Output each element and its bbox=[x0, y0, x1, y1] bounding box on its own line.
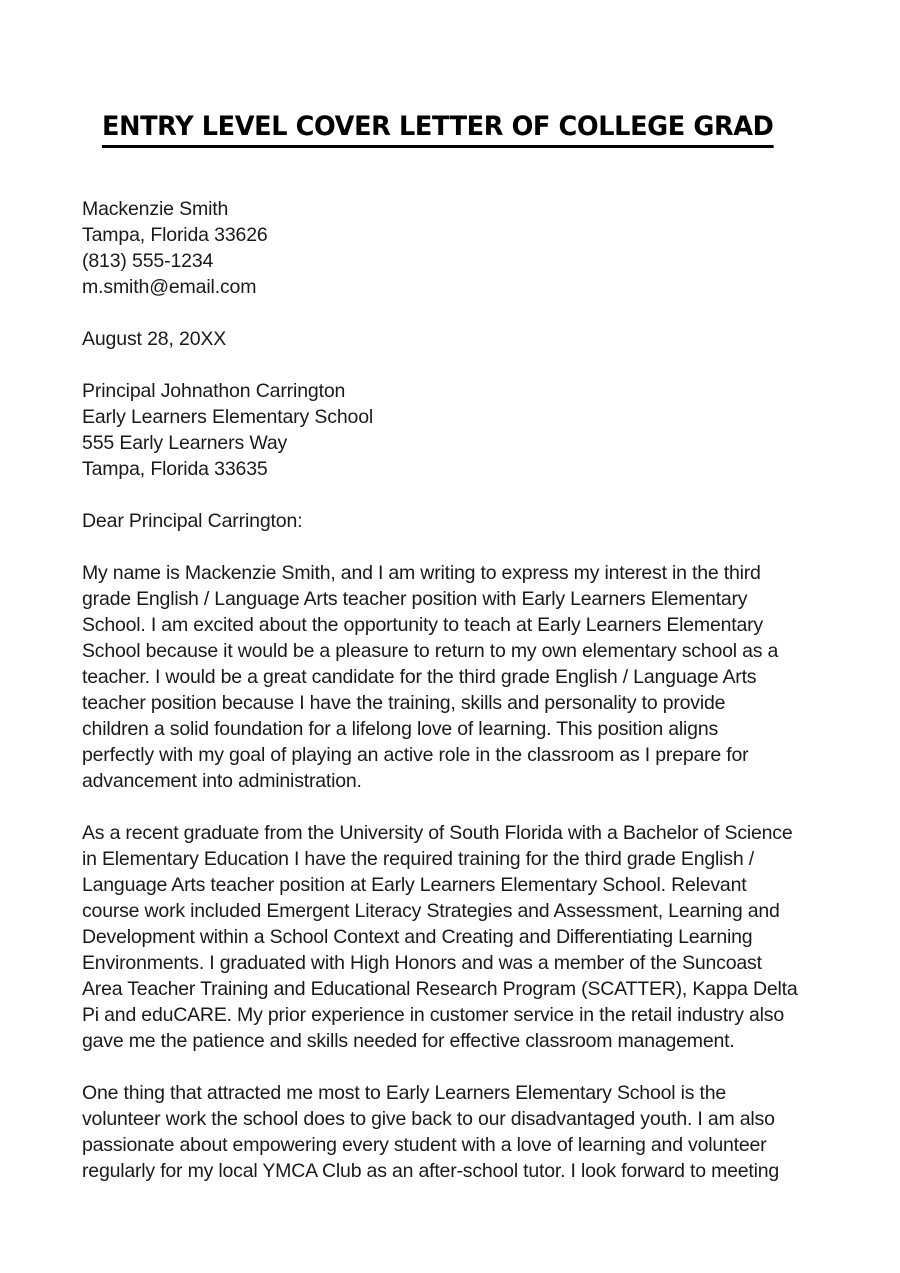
paragraph-line: Language Arts teacher position at Early Learners Elementary School. Relevant bbox=[82, 873, 747, 896]
paragraph-line: advancement into administration. bbox=[82, 769, 362, 792]
sender-name: Mackenzie Smith bbox=[82, 197, 229, 220]
paragraph-line: As a recent graduate from the University of South Florida with a Bachelor of Science bbox=[82, 821, 793, 844]
paragraph-line: grade English / Language Arts teacher position with Early Learners Elementary bbox=[82, 587, 748, 610]
paragraph-line: passionate about empowering every student with a love of learning and volunteer bbox=[82, 1133, 767, 1156]
recipient-name: Principal Johnathon Carrington bbox=[82, 379, 346, 402]
paragraph-line: gave me the patience and skills needed for effective classroom management. bbox=[82, 1029, 735, 1052]
paragraph-line: in Elementary Education I have the required training for the third grade English / bbox=[82, 847, 754, 870]
sender-email: m.smith@email.com bbox=[82, 275, 257, 298]
paragraph-line: School. I am excited about the opportunity to teach at Early Learners Elementary bbox=[82, 613, 763, 636]
salutation-block bbox=[82, 508, 818, 534]
page-title: ENTRY LEVEL COVER LETTER OF COLLEGE GRAD bbox=[102, 113, 774, 148]
paragraph-line: volunteer work the school does to give back to our disadvantaged youth. I am also bbox=[82, 1107, 775, 1130]
recipient-organization: Early Learners Elementary School bbox=[82, 405, 374, 428]
body-paragraph-2 bbox=[82, 820, 818, 1054]
paragraph-line: Area Teacher Training and Educational Research Program (SCATTER), Kappa Delta bbox=[82, 977, 798, 1000]
sender-phone: (813) 555-1234 bbox=[82, 249, 214, 272]
sender-city-state-zip: Tampa, Florida 33626 bbox=[82, 223, 268, 246]
body-paragraph-3 bbox=[82, 1080, 818, 1184]
paragraph-line: Development within a School Context and Creating and Differentiating Learning bbox=[82, 925, 753, 948]
paragraph-line: Environments. I graduated with High Honors and was a member of the Suncoast bbox=[82, 951, 762, 974]
paragraph-line: teacher. I would be a great candidate for the third grade English / Language Arts bbox=[82, 665, 757, 688]
paragraph-line: regularly for my local YMCA Club as an after-school tutor. I look forward to meeting bbox=[82, 1159, 780, 1182]
paragraph-line: School because it would be a pleasure to return to my own elementary school as a bbox=[82, 639, 779, 662]
paragraph-line: My name is Mackenzie Smith, and I am writing to express my interest in the third bbox=[82, 561, 761, 584]
paragraph-line: teacher position because I have the training, skills and personality to provide bbox=[82, 691, 726, 714]
body-paragraph-1 bbox=[82, 560, 818, 794]
date-block bbox=[82, 326, 818, 352]
recipient-address-block bbox=[82, 378, 818, 482]
paragraph-line: perfectly with my goal of playing an active role in the classroom as I prepare for bbox=[82, 743, 749, 766]
paragraph-line: One thing that attracted me most to Early Learners Elementary School is the bbox=[82, 1081, 726, 1104]
paragraph-line: course work included Emergent Literacy Strategies and Assessment, Learning and bbox=[82, 899, 780, 922]
sender-address-block bbox=[82, 196, 818, 300]
letter-date: August 28, 20XX bbox=[82, 327, 227, 350]
recipient-city-state-zip: Tampa, Florida 33635 bbox=[82, 457, 268, 480]
page-title-container bbox=[82, 113, 818, 148]
paragraph-line: children a solid foundation for a lifelong love of learning. This position aligns bbox=[82, 717, 719, 740]
recipient-street: 555 Early Learners Way bbox=[82, 431, 288, 454]
paragraph-line: Pi and eduCARE. My prior experience in customer service in the retail industry also bbox=[82, 1003, 784, 1026]
salutation: Dear Principal Carrington: bbox=[82, 509, 303, 532]
